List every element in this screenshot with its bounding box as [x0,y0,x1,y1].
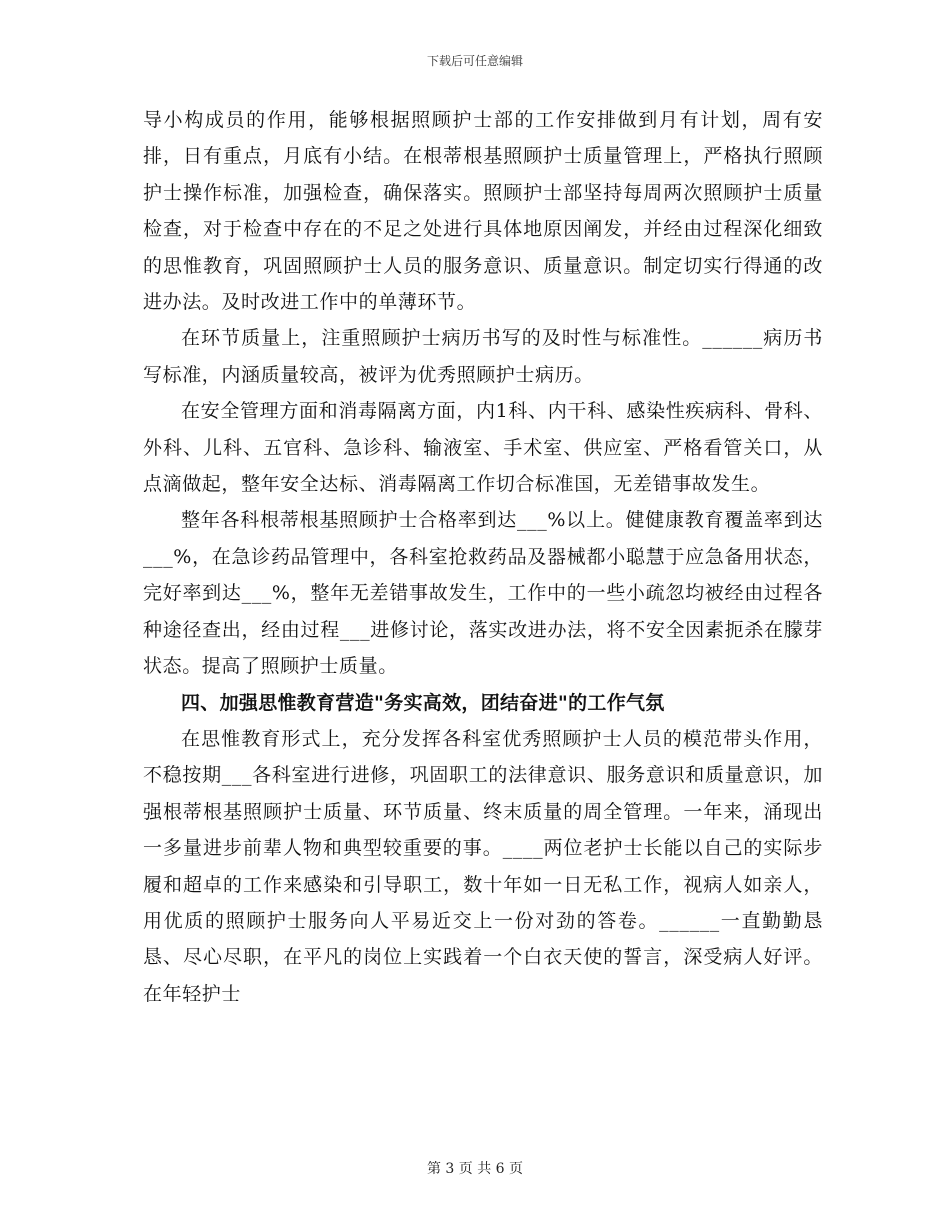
page-header: 下载后可任意编辑 [426,54,523,68]
page-footer: 第 3 页 共 6 页 [426,1161,524,1177]
section-heading-four: 四、加强思惟教育营造"务实高效，团结奋进"的工作气氛 [181,691,665,714]
paragraph-safety-management: 在安全管理方面和消毒隔离方面，内1科、内干科、感染性疾病科、骨科、外科、儿科、五官科、急诊科、输液室、手术室、供应室、严格看管关口，从点滴做起，整年安全达标、消毒隔离工作切合标准国，无差错事故发生。 [143,400,823,496]
paragraph-education: 在思惟教育形式上，充分发挥各科室优秀照顾护士人员的模范带头作用，不稳按期___各科室进行进修，巩固职工的法律意识、服务意识和质量意识，加强根蒂根基照顾护士质量、环节质量、终末质量的周全管理。一年来，涌现出一多量进步前辈人物和典型较重要的事。____两位老护士长能以自己的实际步履和超卓的工作来感染和引导职工，数十年如一日无私工作，视病人如亲人，用优质的照顾护士服务向人平易近交上一份对劲的答卷。______一直勤勤恳恳、尽心尽职，在平凡的岗位上实践着一个白衣天使的誓言，深受病人好评。在年轻护士 [143,727,823,1005]
paragraph-pass-rate: 整年各科根蒂根基照顾护士合格率到达___%以上。健健康教育覆盖率到达___%，在急诊药品管理中，各科室抢救药品及器械都小聪慧于应急备用状态，完好率到达___%，整年无差错事故发生，工作中的一些小疏忽均被经由过程各种途径查出，经由过程___进修讨论，落实改进办法，将不安全因素扼杀在朦芽状态。提高了照顾护士质量。 [143,509,823,678]
document-body [143,102,823,1012]
paragraph-link-quality: 在环节质量上，注重照顾护士病历书写的及时性与标准性。______病历书写标准，内涵质量较高，被评为优秀照顾护士病历。 [143,327,823,386]
paragraph-continuation: 导小构成员的作用，能够根据照顾护士部的工作安排做到月有计划，周有安排，日有重点，月底有小结。在根蒂根基照顾护士质量管理上，严格执行照顾护士操作标准，加强检查，确保落实。照顾护士部坚持每周两次照顾护士质量检查，对于检查中存在的不足之处进行具体地原因阐发，并经由过程深化细致的思惟教育，巩固照顾护士人员的服务意识、质量意识。制定切实行得通的改进办法。及时改进工作中的单薄环节。 [143,109,823,314]
